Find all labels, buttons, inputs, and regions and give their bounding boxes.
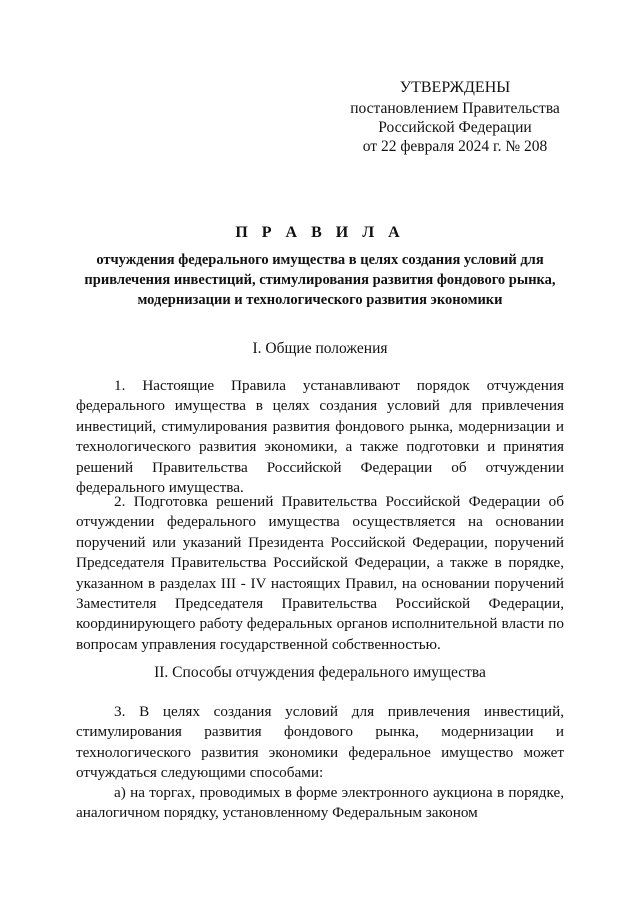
paragraph-3a: а) на торгах, проводимых в форме электронного аукциона в порядке, аналогичном порядку, установленному Федеральным законом: [76, 784, 564, 822]
document-title: П Р А В И Л А: [235, 224, 405, 241]
approved-word: УТВЕРЖДЕНЫ: [399, 79, 511, 96]
approval-country-line: Российской Федерации: [378, 119, 532, 136]
approval-by-line: постановлением Правительства: [350, 100, 560, 117]
paragraph-1: 1. Настоящие Правила устанавливают порядок отчуждения федерального имущества в целях создания условий для привлечения инвестиций, стимулирования развития фондового рынка, модернизации и технологического развития экономики, а также подготовки и принятия решений Правительства Российской Федерации об отчуждении федерального имущества.: [76, 377, 564, 497]
approval-date-line: от 22 февраля 2024 г. № 208: [362, 138, 548, 155]
document-subtitle: отчуждения федерального имущества в целях создания условий для привлечения инвестиций, стимулирования развития фондового рынка, модернизации и технологического развития экономики: [84, 252, 556, 308]
approval-stamp: [330, 78, 580, 156]
paragraph-3: 3. В целях создания условий для привлечения инвестиций, стимулирования развития фондового рынка, модернизации и технологического развития экономики федеральное имущество может отчуждаться следующими способами:: [76, 703, 564, 782]
paragraph-2: 2. Подготовка решений Правительства Российской Федерации об отчуждении федерального имущества осуществляется на основании поручений или указаний Президента Российской Федерации, поручений Председателя Правительства Российской Федерации, а также в порядке, указанном в разделах III - IV настоящих Правил, на основании поручений Заместителя Председателя Правительства Российской Федерации, координирующего работу федеральных органов исполнительной власти по вопросам управления государственной собственностью.: [76, 493, 564, 653]
section-heading-methods: II. Способы отчуждения федерального имущества: [154, 664, 486, 681]
section-heading-general: I. Общие положения: [252, 340, 388, 357]
